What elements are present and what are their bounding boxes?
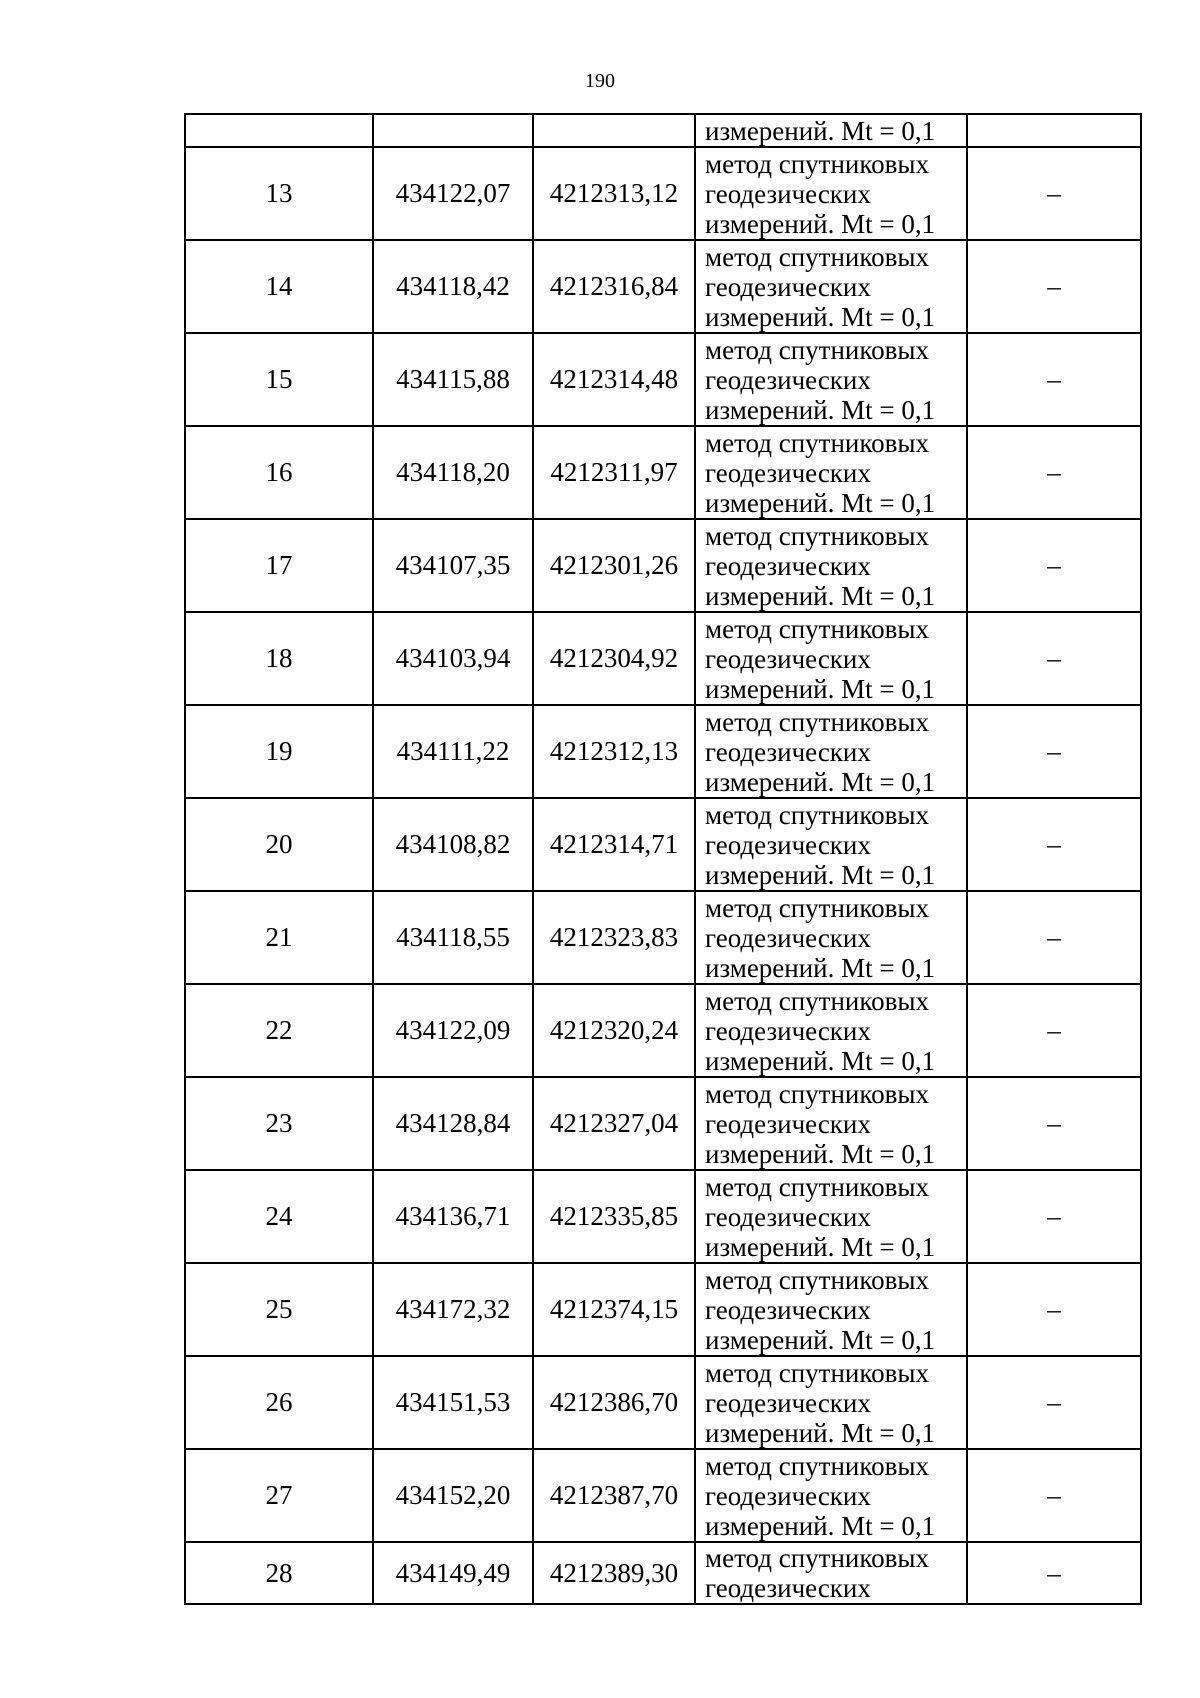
table-row	[185, 147, 1141, 240]
table-row	[185, 333, 1141, 426]
empty-cell	[967, 114, 1141, 147]
x-coordinate-cell: 434118,42	[373, 240, 533, 333]
x-coordinate-cell: 434122,07	[373, 147, 533, 240]
note-cell: –	[967, 1263, 1141, 1356]
method-text: метод спутниковых	[705, 241, 929, 272]
method-cell	[695, 519, 967, 612]
method-text: метод спутниковых	[705, 1171, 929, 1202]
point-number-cell: 23	[185, 1077, 373, 1170]
method-text: измерений. Mt = 0,1	[705, 487, 936, 518]
y-coordinate-cell: 4212387,70	[533, 1449, 695, 1542]
method-text: измерений. Mt = 0,1	[705, 1231, 936, 1262]
point-number-cell: 21	[185, 891, 373, 984]
continuation-row	[185, 114, 1141, 147]
point-number-cell: 22	[185, 984, 373, 1077]
note-cell: –	[967, 240, 1141, 333]
table-row	[185, 612, 1141, 705]
point-number-cell: 20	[185, 798, 373, 891]
method-cell	[695, 984, 967, 1077]
method-text: измерений. Mt = 0,1	[705, 859, 936, 890]
table-row	[185, 1542, 1141, 1604]
note-cell: –	[967, 519, 1141, 612]
x-coordinate-cell: 434108,82	[373, 798, 533, 891]
point-number-cell: 27	[185, 1449, 373, 1542]
method-text: измерений. Mt = 0,1	[705, 1324, 936, 1355]
point-number-cell: 19	[185, 705, 373, 798]
method-text: измерений. Mt = 0,1	[705, 301, 936, 332]
method-text: измерений. Mt = 0,1	[705, 766, 936, 797]
method-text: геодезических	[705, 736, 871, 767]
y-coordinate-cell: 4212316,84	[533, 240, 695, 333]
note-cell: –	[967, 426, 1141, 519]
note-cell: –	[967, 1077, 1141, 1170]
point-number-cell: 13	[185, 147, 373, 240]
point-number-cell: 15	[185, 333, 373, 426]
method-cell	[695, 891, 967, 984]
table-row	[185, 798, 1141, 891]
note-cell: –	[967, 798, 1141, 891]
x-coordinate-cell: 434151,53	[373, 1356, 533, 1449]
y-coordinate-cell: 4212312,13	[533, 705, 695, 798]
x-coordinate-cell: 434118,20	[373, 426, 533, 519]
x-coordinate-cell: 434136,71	[373, 1170, 533, 1263]
x-coordinate-cell: 434128,84	[373, 1077, 533, 1170]
point-number-cell: 28	[185, 1542, 373, 1604]
method-text: метод спутниковых	[705, 613, 929, 644]
method-text: геодезических	[705, 1387, 871, 1418]
point-number-cell: 26	[185, 1356, 373, 1449]
empty-cell	[533, 114, 695, 147]
note-cell: –	[967, 1449, 1141, 1542]
y-coordinate-cell: 4212320,24	[533, 984, 695, 1077]
table-row	[185, 1449, 1141, 1542]
point-number-cell: 16	[185, 426, 373, 519]
method-text: измерений. Mt = 0,1	[705, 580, 936, 611]
y-coordinate-cell: 4212374,15	[533, 1263, 695, 1356]
method-cell	[695, 1170, 967, 1263]
method-text: измерений. Mt = 0,1	[705, 115, 936, 146]
method-cell	[695, 1449, 967, 1542]
y-coordinate-cell: 4212335,85	[533, 1170, 695, 1263]
method-text: метод спутниковых	[705, 985, 929, 1016]
method-text: метод спутниковых	[705, 706, 929, 737]
empty-cell	[185, 114, 373, 147]
method-text: геодезических	[705, 364, 871, 395]
method-text: измерений. Mt = 0,1	[705, 952, 936, 983]
x-coordinate-cell: 434149,49	[373, 1542, 533, 1604]
method-text: геодезических	[705, 271, 871, 302]
method-text: метод спутниковых	[705, 799, 929, 830]
y-coordinate-cell: 4212314,71	[533, 798, 695, 891]
method-text: геодезических	[705, 1573, 871, 1603]
point-number-cell: 24	[185, 1170, 373, 1263]
method-text: геодезических	[705, 829, 871, 860]
coordinates-table	[184, 113, 1142, 1605]
method-text: геодезических	[705, 457, 871, 488]
point-number-cell: 14	[185, 240, 373, 333]
note-cell: –	[967, 984, 1141, 1077]
y-coordinate-cell: 4212386,70	[533, 1356, 695, 1449]
method-cell	[695, 147, 967, 240]
method-text: геодезических	[705, 178, 871, 209]
note-cell: –	[967, 1356, 1141, 1449]
method-cell	[695, 240, 967, 333]
y-coordinate-cell: 4212301,26	[533, 519, 695, 612]
y-coordinate-cell: 4212327,04	[533, 1077, 695, 1170]
method-text: измерений. Mt = 0,1	[705, 1510, 936, 1541]
table-row	[185, 984, 1141, 1077]
note-cell: –	[967, 333, 1141, 426]
method-cell	[695, 705, 967, 798]
method-text: метод спутниковых	[705, 1450, 929, 1481]
x-coordinate-cell: 434103,94	[373, 612, 533, 705]
method-text: метод спутниковых	[705, 1078, 929, 1109]
method-text: геодезических	[705, 1108, 871, 1139]
method-text: метод спутниковых	[705, 892, 929, 923]
method-text: измерений. Mt = 0,1	[705, 1045, 936, 1076]
table-row	[185, 240, 1141, 333]
point-number-cell: 25	[185, 1263, 373, 1356]
table-row	[185, 891, 1141, 984]
method-text: геодезических	[705, 550, 871, 581]
method-cell	[695, 1356, 967, 1449]
y-coordinate-cell: 4212389,30	[533, 1542, 695, 1604]
method-text: метод спутниковых	[705, 334, 929, 365]
table-row	[185, 1356, 1141, 1449]
method-cell	[695, 1263, 967, 1356]
table-body	[185, 147, 1141, 1542]
method-text: метод спутниковых	[705, 148, 929, 179]
y-coordinate-cell: 4212314,48	[533, 333, 695, 426]
table-row	[185, 1263, 1141, 1356]
y-coordinate-cell: 4212323,83	[533, 891, 695, 984]
method-text: измерений. Mt = 0,1	[705, 208, 936, 239]
y-coordinate-cell: 4212313,12	[533, 147, 695, 240]
note-cell: –	[967, 1542, 1141, 1604]
note-cell: –	[967, 1170, 1141, 1263]
method-text: геодезических	[705, 922, 871, 953]
x-coordinate-cell: 434115,88	[373, 333, 533, 426]
empty-cell	[373, 114, 533, 147]
note-cell: –	[967, 891, 1141, 984]
y-coordinate-cell: 4212311,97	[533, 426, 695, 519]
table-row	[185, 426, 1141, 519]
note-cell: –	[967, 147, 1141, 240]
point-number-cell: 18	[185, 612, 373, 705]
x-coordinate-cell: 434122,09	[373, 984, 533, 1077]
table-row	[185, 1170, 1141, 1263]
method-cell	[695, 1077, 967, 1170]
table-row	[185, 705, 1141, 798]
method-text: геодезических	[705, 1201, 871, 1232]
table-row	[185, 1077, 1141, 1170]
note-cell: –	[967, 612, 1141, 705]
method-cell	[695, 426, 967, 519]
method-text: измерений. Mt = 0,1	[705, 1417, 936, 1448]
method-cell	[695, 114, 967, 147]
method-text: измерений. Mt = 0,1	[705, 394, 936, 425]
method-text: геодезических	[705, 643, 871, 674]
point-number-cell: 17	[185, 519, 373, 612]
note-cell: –	[967, 705, 1141, 798]
method-text: метод спутниковых	[705, 1264, 929, 1295]
method-text: измерений. Mt = 0,1	[705, 673, 936, 704]
x-coordinate-cell: 434111,22	[373, 705, 533, 798]
table-row	[185, 519, 1141, 612]
method-cell	[695, 333, 967, 426]
method-cell	[695, 1542, 967, 1604]
method-cell	[695, 798, 967, 891]
method-text: геодезических	[705, 1480, 871, 1511]
method-text: геодезических	[705, 1015, 871, 1046]
x-coordinate-cell: 434118,55	[373, 891, 533, 984]
method-text: измерений. Mt = 0,1	[705, 1138, 936, 1169]
method-cell	[695, 612, 967, 705]
method-text: геодезических	[705, 1294, 871, 1325]
method-text: метод спутниковых	[705, 1543, 929, 1573]
method-text: метод спутниковых	[705, 520, 929, 551]
x-coordinate-cell: 434107,35	[373, 519, 533, 612]
page-number: 190	[585, 70, 615, 92]
x-coordinate-cell: 434152,20	[373, 1449, 533, 1542]
y-coordinate-cell: 4212304,92	[533, 612, 695, 705]
method-text: метод спутниковых	[705, 1357, 929, 1388]
x-coordinate-cell: 434172,32	[373, 1263, 533, 1356]
method-text: метод спутниковых	[705, 427, 929, 458]
